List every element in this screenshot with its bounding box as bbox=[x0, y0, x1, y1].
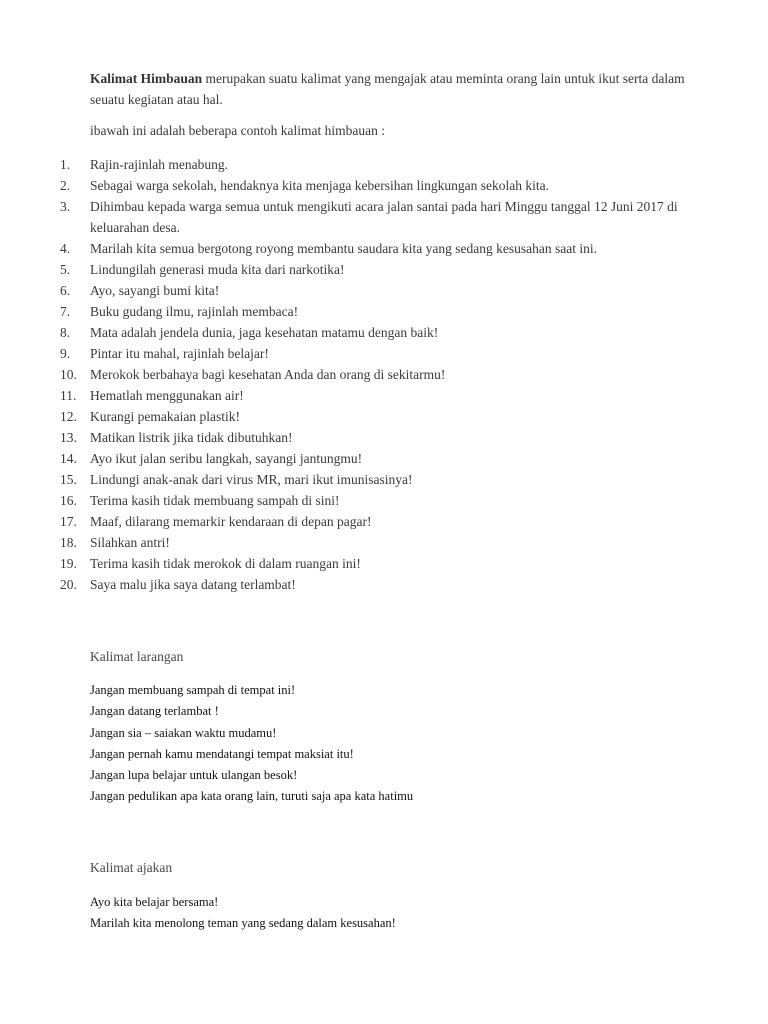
himbauan-item bbox=[0, 259, 700, 280]
list-text: Mata adalah jendela dunia, jaga kesehatan matamu dengan baik! bbox=[90, 325, 439, 340]
ajakan-heading: Kalimat ajakan bbox=[90, 860, 173, 875]
list-text: Saya malu jika saya datang terlambat! bbox=[90, 577, 296, 592]
list-number: 13. bbox=[60, 430, 77, 445]
himbauan-item bbox=[0, 238, 700, 259]
larangan-item: Jangan sia – saiakan waktu mudamu! bbox=[90, 725, 277, 740]
himbauan-item bbox=[0, 532, 700, 553]
ajakan-item: Marilah kita menolong teman yang sedang dalam kesusahan! bbox=[90, 916, 396, 931]
list-text: Pintar itu mahal, rajinlah belajar! bbox=[90, 346, 269, 361]
himbauan-item bbox=[0, 343, 700, 364]
himbauan-item bbox=[0, 196, 700, 238]
list-text: Terima kasih tidak membuang sampah di sini! bbox=[90, 493, 340, 508]
larangan-item: Jangan lupa belajar untuk ulangan besok! bbox=[90, 768, 298, 783]
himbauan-item bbox=[0, 406, 700, 427]
list-text: Terima kasih tidak merokok di dalam ruangan ini! bbox=[90, 556, 361, 571]
list-text: Ayo ikut jalan seribu langkah, sayangi jantungmu! bbox=[90, 451, 363, 466]
himbauan-item bbox=[0, 490, 700, 511]
himbauan-item bbox=[0, 301, 700, 322]
larangan-item: Jangan pedulikan apa kata orang lain, turuti saja apa kata hatimu bbox=[90, 789, 414, 804]
list-number: 16. bbox=[60, 493, 77, 508]
list-number: 8. bbox=[60, 325, 71, 340]
list-number: 14. bbox=[60, 451, 77, 466]
himbauan-item bbox=[0, 280, 700, 301]
list-text: Silahkan antri! bbox=[90, 535, 170, 550]
list-number: 17. bbox=[60, 514, 77, 529]
list-number: 1. bbox=[60, 157, 71, 172]
list-number: 7. bbox=[60, 304, 71, 319]
list-number: 9. bbox=[60, 346, 71, 361]
himbauan-item bbox=[0, 511, 700, 532]
list-text: Dihimbau kepada warga semua untuk mengikuti acara jalan santai pada hari Minggu tanggal 12 Juni 2017 di keluarahan desa. bbox=[90, 199, 678, 235]
himbauan-item bbox=[0, 175, 700, 196]
list-number: 20. bbox=[60, 577, 77, 592]
list-number: 12. bbox=[60, 409, 77, 424]
list-number: 11. bbox=[60, 388, 77, 403]
larangan-item: Jangan membuang sampah di tempat ini! bbox=[90, 683, 296, 697]
list-text: Kurangi pemakaian plastik! bbox=[90, 409, 240, 424]
list-number: 5. bbox=[60, 262, 71, 277]
list-number: 18. bbox=[60, 535, 77, 550]
intro-paragraph bbox=[90, 68, 690, 110]
list-number: 6. bbox=[60, 283, 71, 298]
larangan-item: Jangan pernah kamu mendatangi tempat maksiat itu! bbox=[90, 746, 354, 761]
list-text: Lindungi anak-anak dari virus MR, mari ikut imunisasinya! bbox=[90, 472, 413, 487]
himbauan-item bbox=[0, 448, 700, 469]
list-text: Lindungilah generasi muda kita dari narkotika! bbox=[90, 262, 345, 277]
himbauan-item bbox=[0, 427, 700, 448]
list-text: Hematlah menggunakan air! bbox=[90, 388, 244, 403]
himbauan-item bbox=[0, 385, 700, 406]
ajakan-item: Ayo kita belajar bersama! bbox=[90, 895, 219, 909]
list-number: 10. bbox=[60, 367, 77, 382]
intro-term: Kalimat Himbauan bbox=[90, 71, 203, 86]
list-number: 19. bbox=[60, 556, 77, 571]
list-text: Maaf, dilarang memarkir kendaraan di depan pagar! bbox=[90, 514, 372, 529]
himbauan-item bbox=[0, 322, 700, 343]
himbauan-list bbox=[0, 154, 700, 595]
himbauan-item bbox=[0, 469, 700, 490]
ajakan-list bbox=[90, 892, 396, 935]
list-text: Merokok berbahaya bagi kesehatan Anda dan orang di sekitarmu! bbox=[90, 367, 446, 382]
list-text: Rajin-rajinlah menabung. bbox=[90, 157, 228, 172]
larangan-list bbox=[90, 680, 413, 808]
list-number: 3. bbox=[60, 199, 71, 214]
list-number: 4. bbox=[60, 241, 71, 256]
list-text: Marilah kita semua bergotong royong membantu saudara kita yang sedang kesusahan saat ini. bbox=[90, 241, 597, 256]
list-number: 15. bbox=[60, 472, 77, 487]
himbauan-item bbox=[0, 154, 700, 175]
list-text: Buku gudang ilmu, rajinlah membaca! bbox=[90, 304, 299, 319]
intro-definition: merupakan suatu kalimat yang mengajak atau meminta orang lain untuk ikut serta dalam seuatu kegiatan atau hal. bbox=[90, 71, 685, 107]
larangan-item: Jangan datang terlambat ! bbox=[90, 704, 219, 719]
examples-lead: ibawah ini adalah beberapa contoh kalimat himbauan : bbox=[90, 123, 386, 138]
himbauan-item bbox=[0, 364, 700, 385]
himbauan-item bbox=[0, 553, 700, 574]
list-text: Sebagai warga sekolah, hendaknya kita menjaga kebersihan lingkungan sekolah kita. bbox=[90, 178, 549, 193]
himbauan-item bbox=[0, 574, 700, 595]
list-text: Ayo, sayangi bumi kita! bbox=[90, 283, 220, 298]
larangan-heading: Kalimat larangan bbox=[90, 649, 184, 664]
list-number: 2. bbox=[60, 178, 71, 193]
list-text: Matikan listrik jika tidak dibutuhkan! bbox=[90, 430, 293, 445]
